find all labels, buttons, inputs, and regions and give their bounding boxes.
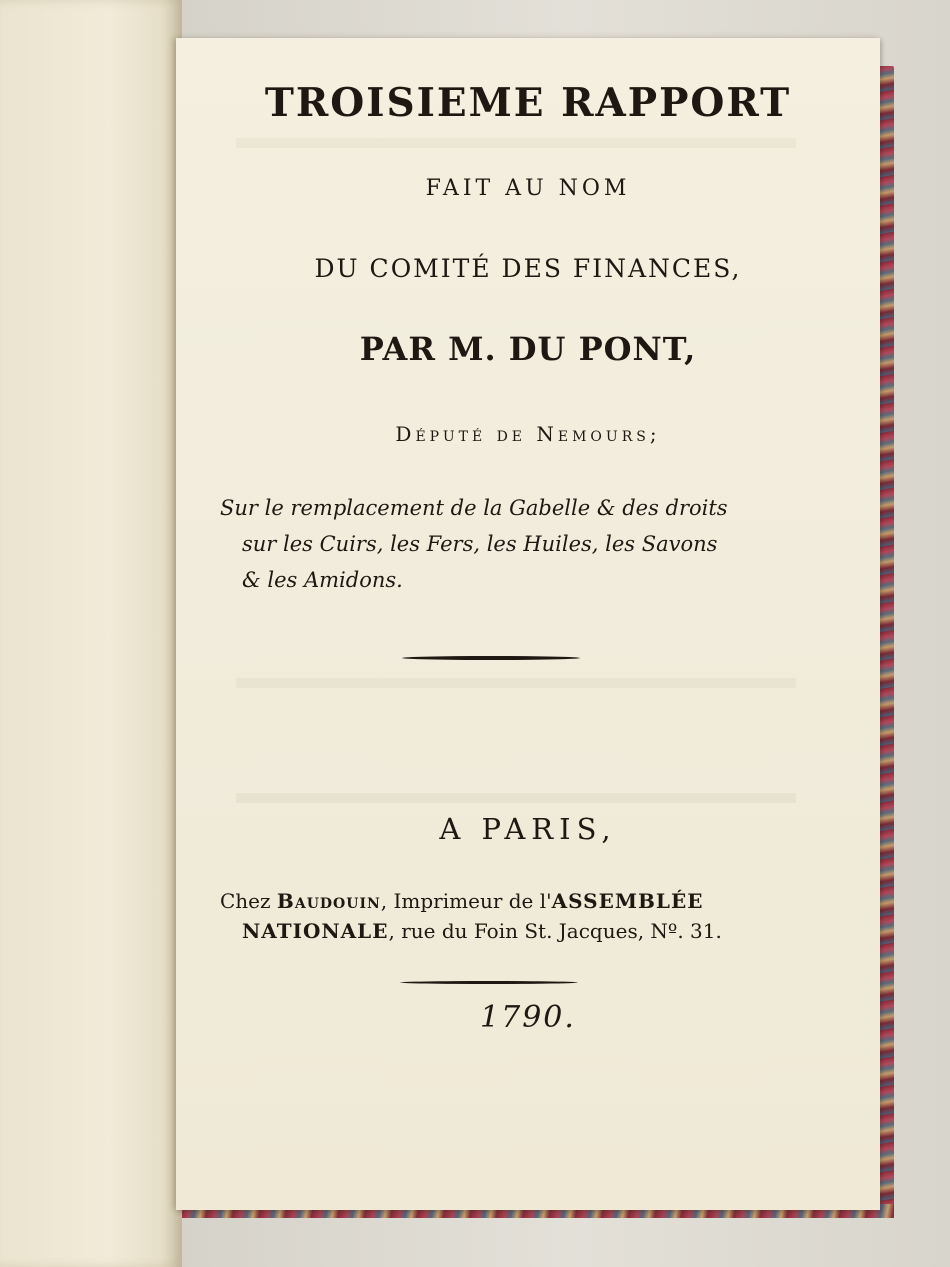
deputy-line: Député de Nemours; <box>395 422 661 446</box>
subject-line: sur les Cuirs, les Fers, les Huiles, les Savons <box>242 532 718 556</box>
show-through-ghost <box>236 138 796 148</box>
subject-paragraph <box>220 490 820 598</box>
blank-endpaper <box>0 0 182 1267</box>
subject-line: Sur le remplacement de la Gabelle & des droits <box>220 496 728 520</box>
imprint-place: A PARIS, <box>439 812 617 846</box>
ornamental-rule <box>402 656 580 660</box>
subtitle-comite: DU COMITÉ DES FINANCES, <box>314 254 742 283</box>
subtitle-fait-au-nom: FAIT AU NOM <box>425 176 631 201</box>
printer-text: Chez <box>220 889 277 913</box>
page-title: TROISIEME RAPPORT <box>264 80 792 126</box>
printer-name: Baudouin <box>276 889 381 913</box>
author-line: PAR M. DU PONT, <box>359 330 697 368</box>
printer-text: , Imprimeur de l' <box>380 889 552 913</box>
show-through-ghost <box>236 793 796 803</box>
printer-address-line <box>220 916 820 946</box>
printer-address: , rue du Foin St. Jacques, Nº. 31. <box>388 919 722 943</box>
publication-year: 1790. <box>480 1000 576 1035</box>
ornamental-rule <box>400 981 578 984</box>
subject-line: & les Amidons. <box>242 568 403 592</box>
printer-imprint <box>220 886 820 946</box>
assembly-name: ASSEMBLÉE <box>551 889 704 913</box>
show-through-ghost <box>236 678 796 688</box>
title-page <box>176 38 880 1210</box>
nationale-word: NATIONALE <box>242 919 389 943</box>
